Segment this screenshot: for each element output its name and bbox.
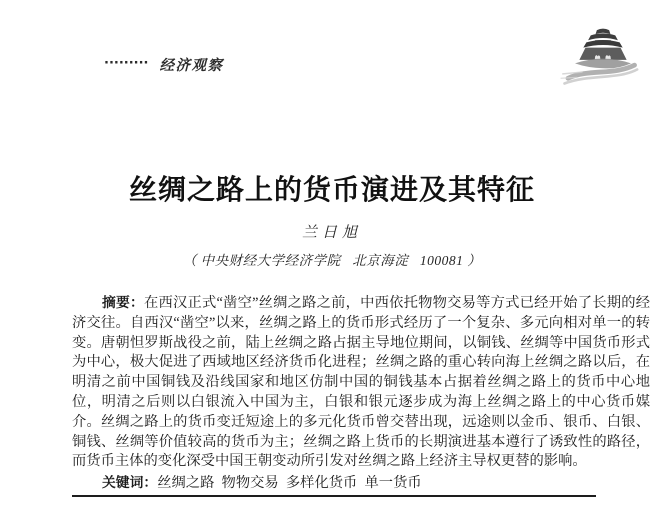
keywords-paragraph xyxy=(72,473,650,494)
pavilion-top-roof xyxy=(596,29,611,34)
keywords-text: 丝绸之路 物物交易 多样化货币 单一货币 xyxy=(157,475,422,492)
abstract-label: 摘要： xyxy=(102,295,145,310)
author-affiliation: （ 中央财经大学经济学院 北京海淀 100081 ） xyxy=(182,253,482,268)
running-head xyxy=(104,54,223,75)
silk-road-logo-icon xyxy=(558,24,648,94)
keywords-label: 关键词： xyxy=(102,475,158,491)
abstract-text: 在西汉正式“凿空”丝绸之路之前，中西依托物物交易等方式已经开始了长期的经济交往。自西汉“凿空”以来，丝绸之路上的货币形式经历了一个复杂、多元向相对单一的转变。唐朝怛罗斯战役之前，陆上丝绸之路占据主导地位期间，以铜钱、丝绸等中国货币形式为中心，极大促进了西域地区经济货币化进程；丝绸之路的重心转向海上丝绸之路以后，在明清之前中国铜钱及沿线国家和地区仿制中国的铜钱基本占据着丝绸之路上的货币中心地位，明清之后则以白银流入中国为主，白银和银元逐步成为海上丝绸之路上的中心货币媒介。丝绸之路上的货币变迁短途上的多元化货币曾交替出现，远途则以金币、银币、白银、铜钱、丝绸等价值较高的货币为主；丝绸之路上货币的长期演进基本遵行了诱致性的路径，而货币主体的变化深受中国王朝变动所引发对丝绸之路上经济主导权更替的影响。 xyxy=(72,295,650,470)
dotted-leader-ornament: ········· xyxy=(104,56,149,71)
abstract-paragraph xyxy=(72,293,650,472)
footnote-divider xyxy=(72,495,596,497)
author-name: 兰日旭 xyxy=(301,225,362,241)
article-title: 丝绸之路上的货币演进及其特征 xyxy=(128,174,535,205)
pavilion-roof-3 xyxy=(583,40,622,48)
column-title: 经济观察 xyxy=(159,58,224,74)
abstract-block xyxy=(72,293,650,494)
gate-base xyxy=(579,48,626,60)
pavilion-roof-2 xyxy=(588,33,618,40)
